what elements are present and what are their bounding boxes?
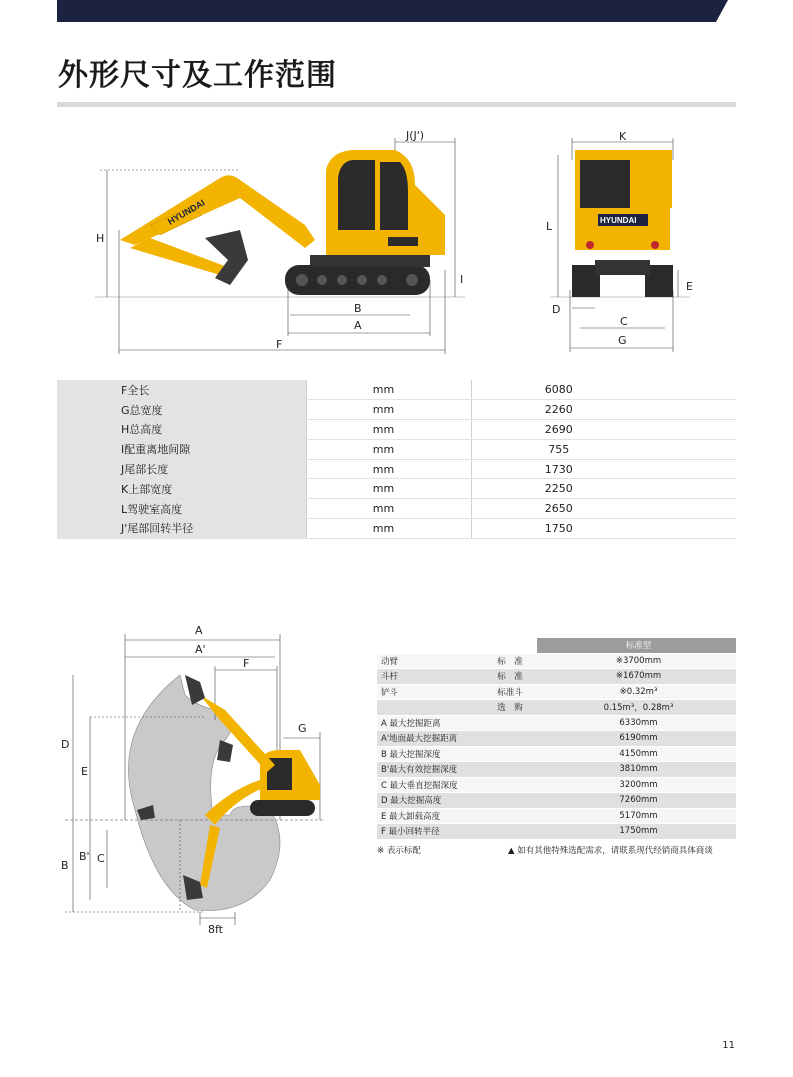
row-unit: mm [306, 499, 471, 519]
label-A-prime: A' [195, 643, 206, 656]
rear-view-diagram [540, 130, 700, 355]
label-L: L [546, 220, 553, 233]
label-E: E [686, 280, 693, 293]
row-label: 铲斗 [377, 684, 479, 700]
label-G: G [618, 334, 627, 347]
row-value: 1750 [471, 519, 736, 539]
dimension-spec-table [57, 380, 736, 539]
table-row [377, 653, 736, 669]
table-row [57, 519, 736, 539]
title-divider [57, 102, 736, 107]
table-row [377, 793, 736, 809]
page-title: 外形尺寸及工作范围 [58, 58, 337, 93]
table-row [377, 824, 736, 840]
row-unit: mm [306, 479, 471, 499]
table-row [57, 459, 736, 479]
standard-note: ※ 表示标配 [377, 846, 421, 856]
row-label: F全长 [57, 380, 306, 400]
row-label: C 最大垂直挖掘深度 [377, 777, 479, 793]
excavator-rear-illustration [572, 150, 673, 297]
column-header: 标准型 [537, 638, 736, 653]
label-K: K [619, 130, 627, 143]
label-J: J(J') [406, 130, 425, 142]
row-label: F 最小回转半径 [377, 824, 479, 840]
row-label: A 最大挖掘距离 [377, 715, 479, 731]
option-note: ▲ 如有其他特殊选配需求，请联系现代经销商具体商谈 [508, 846, 713, 856]
row-label: E 最大卸载高度 [377, 808, 479, 824]
scale-label: 8ft [208, 923, 223, 936]
label-D: D [552, 303, 561, 316]
row-label: J尾部长度 [57, 459, 306, 479]
row-value: 6190mm [537, 731, 736, 747]
label-H: H [96, 232, 105, 245]
label-I: I [460, 273, 464, 286]
row-value: 5170mm [537, 808, 736, 824]
row-value: ※0.32m³ [537, 684, 736, 700]
row-label: J'尾部回转半径 [57, 519, 306, 539]
row-label: 斗杆 [377, 669, 479, 685]
label-F: F [276, 338, 283, 351]
row-sub: 标 准 [479, 669, 537, 685]
table-row [377, 777, 736, 793]
excavator-side-illustration [120, 150, 445, 295]
table-row [57, 499, 736, 519]
working-range-table [377, 638, 736, 840]
row-label: K上部宽度 [57, 479, 306, 499]
row-unit: mm [306, 459, 471, 479]
row-label: G总宽度 [57, 400, 306, 420]
table-row [57, 420, 736, 440]
row-label: I配重离地间隙 [57, 439, 306, 459]
svg-text:HYUNDAI: HYUNDAI [600, 216, 637, 225]
row-label [377, 700, 479, 716]
row-value: ※3700mm [537, 653, 736, 669]
working-range-diagram [55, 620, 345, 940]
row-value: 3810mm [537, 762, 736, 778]
row-value: 4150mm [537, 746, 736, 762]
label-D: D [61, 738, 70, 751]
label-A: A [354, 319, 362, 332]
top-banner [0, 0, 793, 24]
row-sub: 标 准 [479, 653, 537, 669]
row-label: L驾驶室高度 [57, 499, 306, 519]
row-value: 0.15m³，0.28m³ [537, 700, 736, 716]
row-unit: mm [306, 519, 471, 539]
row-label: B 最大挖掘深度 [377, 746, 479, 762]
row-label: B'最大有效挖掘深度 [377, 762, 479, 778]
row-value: 2650 [471, 499, 736, 519]
table-row [57, 439, 736, 459]
side-view-diagram [90, 130, 480, 360]
row-sub: 选 购 [479, 700, 537, 716]
row-value: 2690 [471, 420, 736, 440]
label-F: F [243, 657, 250, 670]
row-value: 1750mm [537, 824, 736, 840]
label-G: G [298, 722, 307, 735]
svg-text:HYUNDAI: HYUNDAI [166, 197, 207, 227]
table-row [377, 669, 736, 685]
table-row [57, 380, 736, 400]
row-value: 2260 [471, 400, 736, 420]
row-label: A'地面最大挖掘距离 [377, 731, 479, 747]
row-value: 7260mm [537, 793, 736, 809]
row-value: ※1670mm [537, 669, 736, 685]
label-B-prime: B' [79, 850, 90, 863]
row-value: 3200mm [537, 777, 736, 793]
row-label: H总高度 [57, 420, 306, 440]
label-E: E [81, 765, 88, 778]
row-unit: mm [306, 380, 471, 400]
table-row [57, 479, 736, 499]
label-B: B [61, 859, 69, 872]
row-value: 2250 [471, 479, 736, 499]
row-value: 6080 [471, 380, 736, 400]
label-C: C [620, 315, 628, 328]
row-value: 6330mm [537, 715, 736, 731]
label-A: A [195, 624, 203, 637]
row-unit: mm [306, 420, 471, 440]
table-row [377, 700, 736, 716]
table-row [377, 715, 736, 731]
row-unit: mm [306, 439, 471, 459]
row-label: D 最大挖掘高度 [377, 793, 479, 809]
page-number: 11 [722, 1040, 735, 1051]
table-row [57, 400, 736, 420]
label-C: C [97, 852, 105, 865]
table-row [377, 731, 736, 747]
table-row [377, 762, 736, 778]
row-unit: mm [306, 400, 471, 420]
row-label: 动臂 [377, 653, 479, 669]
table-row [377, 684, 736, 700]
row-value: 755 [471, 439, 736, 459]
table-row [377, 746, 736, 762]
table-row [377, 808, 736, 824]
row-sub: 标准斗 [479, 684, 537, 700]
label-B: B [354, 302, 362, 315]
row-value: 1730 [471, 459, 736, 479]
